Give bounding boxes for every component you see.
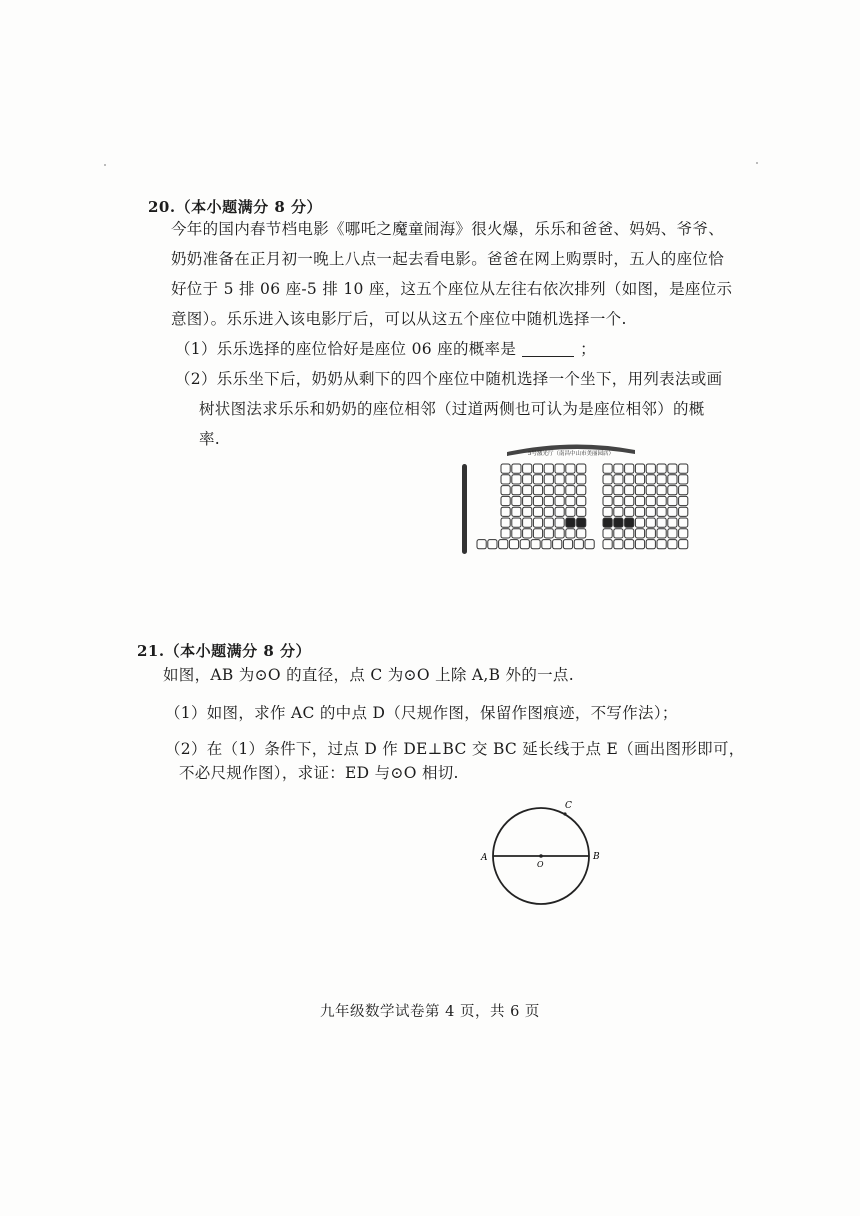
seat bbox=[555, 486, 564, 495]
q21-part2 bbox=[165, 734, 745, 788]
seat bbox=[614, 529, 623, 538]
seat bbox=[512, 518, 521, 527]
seat bbox=[646, 507, 655, 516]
q21-part2-line: （2）在（1）条件下，过点 D 作 DE⊥BC 交 BC 延长线于点 E（画出图形即可， bbox=[165, 740, 745, 758]
seat-grid bbox=[477, 464, 688, 549]
q21-part2-line: 不必尺规作图），求证：ED 与⊙O 相切. bbox=[179, 764, 459, 782]
seat bbox=[553, 540, 562, 549]
q21-part1: （1）如图，求作 AC 的中点 D（尺规作图，保留作图痕迹，不写作法）； bbox=[165, 704, 678, 722]
seat bbox=[533, 496, 542, 505]
seat bbox=[679, 475, 688, 484]
seat bbox=[577, 529, 586, 538]
seat bbox=[635, 475, 644, 484]
seat bbox=[668, 475, 677, 484]
seat bbox=[614, 464, 623, 473]
seat bbox=[523, 507, 532, 516]
seat bbox=[488, 540, 497, 549]
q20-part2-line: （2）乐乐坐下后，奶奶从剩下的四个座位中随机选择一个坐下，用列表法或画 bbox=[175, 370, 723, 388]
point-c bbox=[563, 812, 566, 815]
seat bbox=[566, 486, 575, 495]
seat bbox=[544, 464, 553, 473]
q20-part1-end: ； bbox=[580, 340, 596, 358]
seat bbox=[555, 475, 564, 484]
seat bbox=[566, 475, 575, 484]
seat bbox=[657, 507, 666, 516]
q21-intro: 如图，AB 为⊙O 的直径，点 C 为⊙O 上除 A,B 外的一点. bbox=[163, 666, 574, 684]
seat bbox=[668, 518, 677, 527]
label-c: C bbox=[565, 801, 572, 811]
seat bbox=[646, 518, 655, 527]
seat bbox=[577, 507, 586, 516]
seat bbox=[585, 540, 594, 549]
seat bbox=[533, 464, 542, 473]
seat bbox=[679, 464, 688, 473]
seat bbox=[635, 518, 644, 527]
seat bbox=[625, 496, 634, 505]
seat bbox=[577, 464, 586, 473]
seat bbox=[614, 540, 623, 549]
seat bbox=[668, 486, 677, 495]
seat bbox=[679, 486, 688, 495]
side-aisle-wall bbox=[462, 464, 467, 554]
seat bbox=[566, 496, 575, 505]
seat bbox=[477, 540, 486, 549]
seat-selected bbox=[625, 518, 634, 527]
seat bbox=[603, 464, 612, 473]
seat bbox=[603, 529, 612, 538]
seat bbox=[544, 486, 553, 495]
seat bbox=[577, 486, 586, 495]
seat bbox=[668, 496, 677, 505]
seat bbox=[646, 486, 655, 495]
seat bbox=[625, 464, 634, 473]
seat bbox=[668, 464, 677, 473]
seat bbox=[635, 486, 644, 495]
seat bbox=[555, 529, 564, 538]
seat bbox=[603, 486, 612, 495]
seat bbox=[499, 540, 508, 549]
seat bbox=[533, 529, 542, 538]
q20-title: 20.（本小题满分 8 分） bbox=[148, 198, 322, 216]
seat-diagram bbox=[455, 438, 695, 558]
seat bbox=[625, 540, 634, 549]
seat bbox=[501, 486, 510, 495]
seat bbox=[512, 529, 521, 538]
seat bbox=[646, 475, 655, 484]
seat bbox=[544, 518, 553, 527]
seat bbox=[577, 496, 586, 505]
seat bbox=[574, 540, 583, 549]
label-a: A bbox=[481, 853, 488, 863]
q20-part2-line: 树状图法求乐乐和奶奶的座位相邻（过道两侧也可认为是座位相邻）的概 bbox=[199, 400, 705, 418]
seat bbox=[668, 540, 677, 549]
q20-intro bbox=[171, 214, 732, 334]
seat-selected bbox=[614, 518, 623, 527]
seat bbox=[679, 507, 688, 516]
seat bbox=[523, 518, 532, 527]
seat bbox=[523, 486, 532, 495]
seat bbox=[523, 529, 532, 538]
seat bbox=[512, 475, 521, 484]
seat bbox=[657, 540, 666, 549]
seat bbox=[555, 464, 564, 473]
seat bbox=[635, 496, 644, 505]
q20-intro-line: 今年的国内春节档电影《哪吒之魔童闹海》很火爆，乐乐和爸爸、妈妈、爷爷、 bbox=[171, 220, 725, 238]
q20-part1 bbox=[175, 334, 596, 364]
seat bbox=[523, 475, 532, 484]
seat bbox=[635, 507, 644, 516]
seat bbox=[603, 540, 612, 549]
seat bbox=[635, 464, 644, 473]
label-b: B bbox=[593, 852, 600, 862]
seat bbox=[542, 540, 551, 549]
seat bbox=[668, 529, 677, 538]
seat bbox=[501, 518, 510, 527]
q21-title: 21.（本小题满分 8 分） bbox=[137, 642, 311, 660]
seat bbox=[668, 507, 677, 516]
seat bbox=[614, 496, 623, 505]
seat bbox=[501, 496, 510, 505]
seat bbox=[614, 507, 623, 516]
seat bbox=[679, 529, 688, 538]
seat bbox=[603, 496, 612, 505]
seat bbox=[509, 540, 518, 549]
seat bbox=[657, 496, 666, 505]
seat bbox=[566, 507, 575, 516]
seat bbox=[635, 540, 644, 549]
seat bbox=[533, 507, 542, 516]
q20-intro-line: 好位于 5 排 06 座-5 排 10 座，这五个座位从左往右依次排列（如图，是座位示 bbox=[171, 280, 733, 298]
seat bbox=[533, 475, 542, 484]
seat bbox=[679, 518, 688, 527]
seat bbox=[501, 475, 510, 484]
seat bbox=[520, 540, 529, 549]
seat bbox=[657, 486, 666, 495]
seat bbox=[646, 540, 655, 549]
seat bbox=[555, 507, 564, 516]
seat bbox=[531, 540, 540, 549]
seat bbox=[646, 496, 655, 505]
q20-part2-line: 率. bbox=[199, 430, 221, 448]
q20-intro-line: 奶奶准备在正月初一晚上八点一起去看电影。爸爸在网上购票时，五人的座位恰 bbox=[171, 250, 725, 268]
seat bbox=[501, 507, 510, 516]
seat-selected bbox=[566, 518, 575, 527]
seat bbox=[625, 486, 634, 495]
seat bbox=[603, 475, 612, 484]
seat bbox=[657, 518, 666, 527]
circle-diagram bbox=[470, 796, 610, 916]
seat bbox=[625, 529, 634, 538]
answer-blank bbox=[522, 356, 574, 357]
seat bbox=[679, 540, 688, 549]
seat bbox=[501, 529, 510, 538]
q20-intro-line: 意图）。乐乐进入该电影厅后，可以从这五个座位中随机选择一个. bbox=[171, 310, 627, 328]
seat bbox=[512, 486, 521, 495]
label-o: O bbox=[537, 860, 544, 869]
seat bbox=[614, 475, 623, 484]
seat bbox=[555, 496, 564, 505]
seat bbox=[533, 518, 542, 527]
seat bbox=[533, 486, 542, 495]
seat bbox=[566, 464, 575, 473]
seat bbox=[512, 496, 521, 505]
seat bbox=[625, 475, 634, 484]
seat bbox=[657, 529, 666, 538]
screen-label: 5号激光厅（南昌中山市美丽园店） bbox=[527, 451, 615, 457]
seat-selected bbox=[603, 518, 612, 527]
seat bbox=[544, 496, 553, 505]
seat bbox=[657, 464, 666, 473]
seat bbox=[577, 475, 586, 484]
seat bbox=[544, 507, 553, 516]
center-point-o bbox=[539, 854, 543, 858]
seat bbox=[657, 475, 666, 484]
page-footer: 九年级数学试卷第 4 页，共 6 页 bbox=[320, 1004, 540, 1020]
seat bbox=[646, 464, 655, 473]
seat bbox=[614, 486, 623, 495]
seat bbox=[679, 496, 688, 505]
scan-speck bbox=[756, 162, 758, 164]
seat bbox=[555, 518, 564, 527]
seat bbox=[501, 464, 510, 473]
seat bbox=[625, 507, 634, 516]
seat bbox=[544, 475, 553, 484]
seat bbox=[603, 507, 612, 516]
seat bbox=[523, 464, 532, 473]
seat bbox=[523, 496, 532, 505]
q20-part1-text: （1）乐乐选择的座位恰好是座位 06 座的概率是 bbox=[175, 340, 517, 358]
seat bbox=[646, 529, 655, 538]
seat bbox=[512, 507, 521, 516]
seat bbox=[544, 529, 553, 538]
seat bbox=[563, 540, 572, 549]
seat-selected bbox=[577, 518, 586, 527]
seat bbox=[635, 529, 644, 538]
scan-speck bbox=[104, 164, 106, 166]
seat bbox=[566, 529, 575, 538]
seat bbox=[512, 464, 521, 473]
